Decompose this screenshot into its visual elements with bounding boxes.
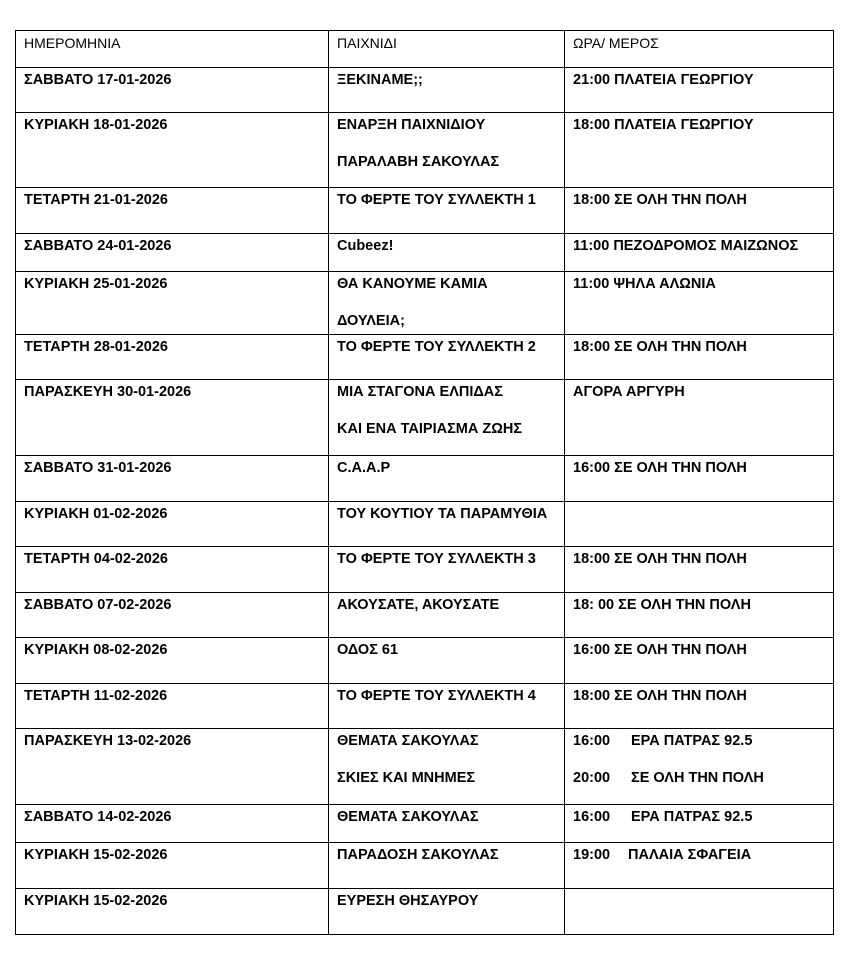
cell-date: ΤΕΤΑΡΤΗ 11-02-2026 xyxy=(16,684,329,729)
cell-game xyxy=(329,456,565,502)
game-line: ΘΕΜΑΤΑ ΣΑΚΟΥΛΑΣ xyxy=(337,733,479,749)
cell-game xyxy=(329,113,565,188)
table-row xyxy=(16,593,834,638)
time-place-line xyxy=(573,641,829,660)
table-row xyxy=(16,234,834,272)
place-value: 18: 00 ΣΕ ΟΛΗ ΤΗΝ ΠΟΛΗ xyxy=(573,597,751,613)
time-place-line xyxy=(573,808,829,827)
cell-time-place xyxy=(565,547,834,593)
place-value: 16:00 ΣΕ ΟΛΗ ΤΗΝ ΠΟΛΗ xyxy=(573,642,747,658)
place-value: ΣΕ ΟΛΗ ΤΗΝ ΠΟΛΗ xyxy=(631,770,764,786)
game-line: ΕΝΑΡΞΗ ΠΑΙΧΝΙΔΙΟΥ xyxy=(337,117,486,133)
table-row xyxy=(16,272,834,335)
game-line: ΔΟΥΛΕΙΑ; xyxy=(337,313,405,329)
cell-date: ΚΥΡΙΑΚΗ 08-02-2026 xyxy=(16,638,329,684)
table-row xyxy=(16,113,834,188)
time-place-line xyxy=(573,116,829,135)
table-row xyxy=(16,729,834,805)
cell-date: ΚΥΡΙΑΚΗ 01-02-2026 xyxy=(16,502,329,547)
cell-time-place xyxy=(565,502,834,547)
time-place-line xyxy=(573,71,829,90)
cell-date: ΤΕΤΑΡΤΗ 28-01-2026 xyxy=(16,335,329,380)
time-value: 16:00 xyxy=(573,733,611,749)
time-place-line xyxy=(573,275,829,294)
cell-date: ΣΑΒΒΑΤΟ 17-01-2026 xyxy=(16,68,329,113)
cell-game xyxy=(329,502,565,547)
game-line: ΤΟ ΦΕΡΤΕ ΤΟΥ ΣΥΛΛΕΚΤΗ 2 xyxy=(337,339,536,355)
place-value: 18:00 ΠΛΑΤΕΙΑ ΓΕΩΡΓΙΟΥ xyxy=(573,117,754,133)
cell-time-place xyxy=(565,234,834,272)
place-value: 16:00 ΣΕ ΟΛΗ ΤΗΝ ΠΟΛΗ xyxy=(573,460,747,476)
cell-game xyxy=(329,272,565,335)
cell-date: ΤΕΤΑΡΤΗ 04-02-2026 xyxy=(16,547,329,593)
time-place-line xyxy=(573,191,829,210)
schedule-table xyxy=(15,30,834,935)
cell-date: ΣΑΒΒΑΤΟ 07-02-2026 xyxy=(16,593,329,638)
game-line: ΞΕΚΙΝΑΜΕ;; xyxy=(337,72,423,88)
time-place-line xyxy=(573,338,829,357)
time-place-line xyxy=(573,237,829,256)
cell-time-place xyxy=(565,729,834,805)
table-row xyxy=(16,889,834,935)
cell-game xyxy=(329,805,565,843)
time-place-line xyxy=(573,596,829,615)
place-value: 11:00 ΨΗΛΑ ΑΛΩΝΙΑ xyxy=(573,276,716,292)
cell-game xyxy=(329,335,565,380)
cell-time-place xyxy=(565,272,834,335)
place-value: ΕΡΑ ΠΑΤΡΑΣ 92.5 xyxy=(631,733,753,749)
cell-game xyxy=(329,593,565,638)
table-row xyxy=(16,638,834,684)
table-row xyxy=(16,68,834,113)
cell-game xyxy=(329,684,565,729)
game-line: ΑΚΟΥΣΑΤΕ, ΑΚΟΥΣΑΤΕ xyxy=(337,597,500,613)
cell-game xyxy=(329,188,565,234)
cell-game xyxy=(329,889,565,935)
cell-time-place xyxy=(565,380,834,456)
game-line: ΘΑ ΚΑΝΟΥΜΕ ΚΑΜΙΑ xyxy=(337,276,488,292)
time-place-line xyxy=(573,769,829,788)
cell-date: ΚΥΡΙΑΚΗ 15-02-2026 xyxy=(16,889,329,935)
game-line: ΠΑΡΑΔΟΣΗ ΣΑΚΟΥΛΑΣ xyxy=(337,847,499,863)
cell-date: ΚΥΡΙΑΚΗ 18-01-2026 xyxy=(16,113,329,188)
place-value: ΕΡΑ ΠΑΤΡΑΣ 92.5 xyxy=(631,809,753,825)
cell-game xyxy=(329,638,565,684)
place-value: ΑΓΟΡΑ ΑΡΓΥΡΗ xyxy=(573,384,685,400)
time-place-line xyxy=(573,383,829,402)
game-line: ΤΟ ΦΕΡΤΕ ΤΟΥ ΣΥΛΛΕΚΤΗ 1 xyxy=(337,192,536,208)
cell-date: ΚΥΡΙΑΚΗ 25-01-2026 xyxy=(16,272,329,335)
game-line: Cubeez! xyxy=(337,238,394,254)
cell-game xyxy=(329,380,565,456)
table-row xyxy=(16,805,834,843)
game-line: ΚΑΙ ΕΝΑ ΤΑΙΡΙΑΣΜΑ ΖΩΗΣ xyxy=(337,421,523,437)
cell-time-place xyxy=(565,889,834,935)
game-line: ΠΑΡΑΛΑΒΗ ΣΑΚΟΥΛΑΣ xyxy=(337,154,500,170)
time-value: 16:00 xyxy=(573,809,611,825)
game-line: ΘΕΜΑΤΑ ΣΑΚΟΥΛΑΣ xyxy=(337,809,479,825)
game-line: ΤΟ ΦΕΡΤΕ ΤΟΥ ΣΥΛΛΕΚΤΗ 3 xyxy=(337,551,536,567)
cell-game xyxy=(329,843,565,889)
place-value: 11:00 ΠΕΖΟΔΡΟΜΟΣ ΜΑΙΖΩΝΟΣ xyxy=(573,238,799,254)
game-line: ΟΔΟΣ 61 xyxy=(337,642,399,658)
time-place-line xyxy=(573,550,829,569)
table-row xyxy=(16,502,834,547)
cell-time-place xyxy=(565,638,834,684)
header-time-place: ΩΡΑ/ ΜΕΡΟΣ xyxy=(565,31,834,68)
game-line: ΤΟΥ ΚΟΥΤΙΟΥ ΤΑ ΠΑΡΑΜΥΘΙΑ xyxy=(337,506,548,522)
game-line: ΣΚΙΕΣ ΚΑΙ ΜΝΗΜΕΣ xyxy=(337,770,476,786)
cell-date: ΠΑΡΑΣΚΕΥΗ 13-02-2026 xyxy=(16,729,329,805)
game-line: ΕΥΡΕΣΗ ΘΗΣΑΥΡΟΥ xyxy=(337,893,479,909)
cell-date: ΣΑΒΒΑΤΟ 31-01-2026 xyxy=(16,456,329,502)
table-row xyxy=(16,456,834,502)
time-value: 20:00 xyxy=(573,770,611,786)
place-value: 18:00 ΣΕ ΟΛΗ ΤΗΝ ΠΟΛΗ xyxy=(573,339,747,355)
time-place-line xyxy=(573,687,829,706)
game-line: ΤΟ ΦΕΡΤΕ ΤΟΥ ΣΥΛΛΕΚΤΗ 4 xyxy=(337,688,536,704)
cell-time-place xyxy=(565,113,834,188)
cell-time-place xyxy=(565,188,834,234)
place-value: 18:00 ΣΕ ΟΛΗ ΤΗΝ ΠΟΛΗ xyxy=(573,688,747,704)
cell-time-place xyxy=(565,456,834,502)
game-line: C.A.A.P xyxy=(337,460,391,476)
cell-time-place xyxy=(565,805,834,843)
table-row xyxy=(16,380,834,456)
time-place-line xyxy=(573,732,829,751)
cell-date: ΠΑΡΑΣΚΕΥΗ 30-01-2026 xyxy=(16,380,329,456)
cell-time-place xyxy=(565,684,834,729)
time-place-line xyxy=(573,846,829,865)
table-row xyxy=(16,188,834,234)
table-row xyxy=(16,843,834,889)
header-game: ΠΑΙΧΝΙΔΙ xyxy=(329,31,565,68)
time-value: 19:00 xyxy=(573,847,611,863)
game-line: ΜΙΑ ΣΤΑΓΟΝΑ ΕΛΠΙΔΑΣ xyxy=(337,384,503,400)
time-place-line xyxy=(573,459,829,478)
cell-game xyxy=(329,68,565,113)
cell-time-place xyxy=(565,843,834,889)
table-row xyxy=(16,335,834,380)
schedule-body xyxy=(16,31,834,935)
cell-time-place xyxy=(565,593,834,638)
header-row xyxy=(16,31,834,68)
place-value: ΠΑΛΑΙΑ ΣΦΑΓΕΙΑ xyxy=(628,847,752,863)
place-value: 18:00 ΣΕ ΟΛΗ ΤΗΝ ΠΟΛΗ xyxy=(573,192,747,208)
table-row xyxy=(16,684,834,729)
cell-date: ΤΕΤΑΡΤΗ 21-01-2026 xyxy=(16,188,329,234)
table-row xyxy=(16,547,834,593)
cell-game xyxy=(329,234,565,272)
place-value: 21:00 ΠΛΑΤΕΙΑ ΓΕΩΡΓΙΟΥ xyxy=(573,72,754,88)
cell-game xyxy=(329,729,565,805)
header-date: ΗΜΕΡΟΜΗΝΙΑ xyxy=(16,31,329,68)
cell-date: ΣΑΒΒΑΤΟ 14-02-2026 xyxy=(16,805,329,843)
cell-game xyxy=(329,547,565,593)
cell-date: ΣΑΒΒΑΤΟ 24-01-2026 xyxy=(16,234,329,272)
cell-date: ΚΥΡΙΑΚΗ 15-02-2026 xyxy=(16,843,329,889)
cell-time-place xyxy=(565,335,834,380)
cell-time-place xyxy=(565,68,834,113)
place-value: 18:00 ΣΕ ΟΛΗ ΤΗΝ ΠΟΛΗ xyxy=(573,551,747,567)
